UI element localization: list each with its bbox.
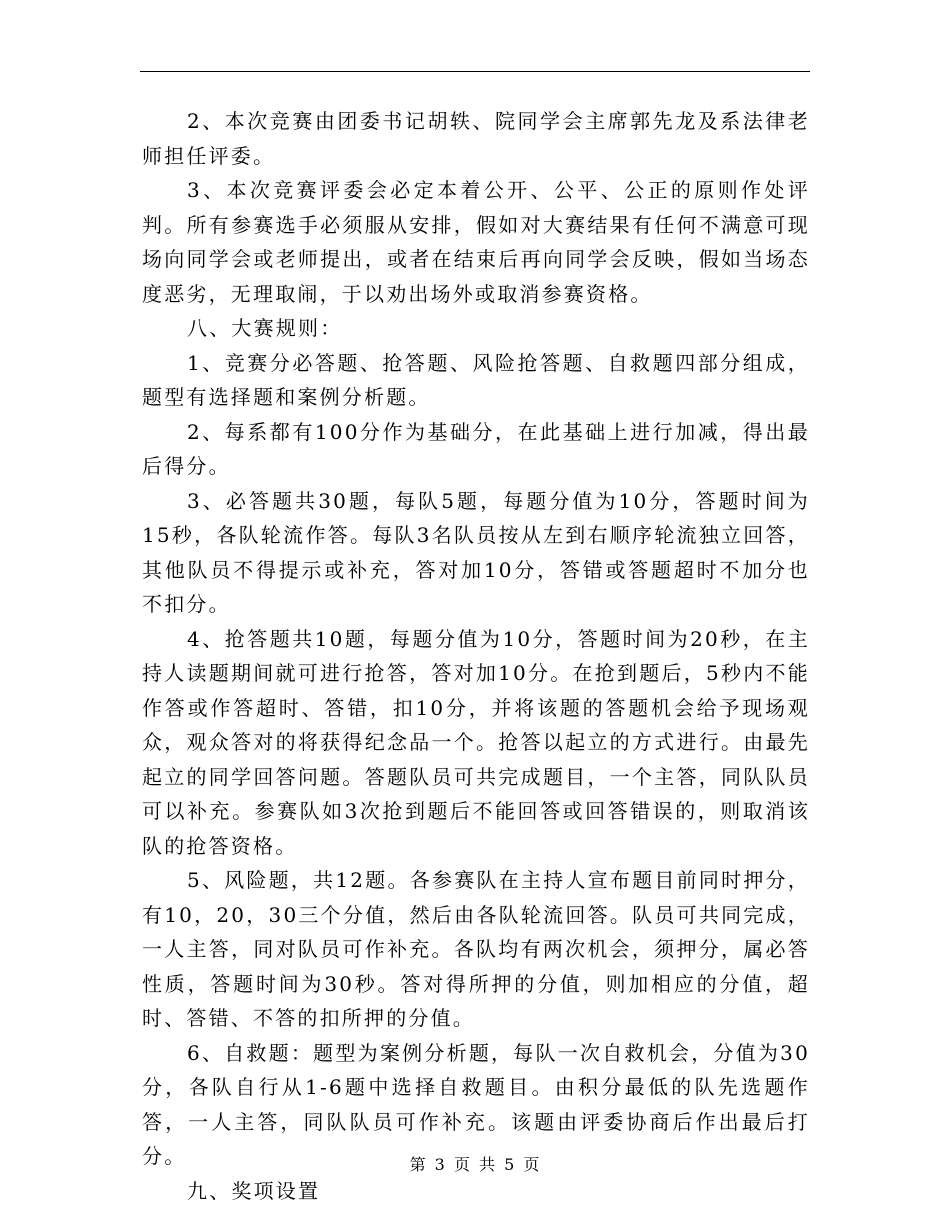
paragraph-judges: 2、本次竞赛由团委书记胡轶、院同学会主席郭先龙及系法律老师担任评委。 [142,109,810,168]
paragraph-rule-5: 5、风险题，共12题。各参赛队在主持人宣布题目前同时押分，有10，20，30三个分值，然后由各队轮流回答。队员可共同完成，一人主答，同对队员可作补充。各队均有两次机会，须押分，属必答性质，答题时间为30秒。答对得所押的分值，则加相应的分值，超时、答错、不答的扣所押的分值。 [142,868,810,1030]
paragraph-rule-4: 4、抢答题共10题，每题分值为10分，答题时间为20秒，在主持人读题期间就可进行抢答，答对加10分。在抢到题后，5秒内不能作答或作答超时、答错，扣10分，并将该题的答题机会给予现场观众，观众答对的将获得纪念品一个。抢答以起立的方式进行。由最先起立的同学回答问题。答题队员可共完成题目，一个主答，同队队员可以补充。参赛队如3次抢到题后不能回答或回答错误的，则取消该队的抢答资格。 [142,626,810,858]
section-heading-awards: 九、奖项设置 [187,1178,321,1203]
document-body [142,104,810,1208]
paragraph-rule-2: 2、每系都有100分作为基础分，在此基础上进行加减，得出最后得分。 [142,419,810,478]
header-rule [140,71,810,72]
paragraph-rule-6: 6、自救题：题型为案例分析题，每队一次自救机会，分值为30分，各队自行从1-6题中选择自救题目。由积分最低的队先选题作答，一人主答，同队队员可作补充。该题由评委协商后作出最后打分。 [142,1040,810,1168]
section-heading-rules: 八、大赛规则： [187,316,343,340]
paragraph-judging-principles: 3、本次竞赛评委会必定本着公开、公平、公正的原则作处评判。所有参赛选手必须服从安排，假如对大赛结果有任何不满意可现场向同学会或老师提出，或者在结束后再向同学会反映，假如当场态度恶劣，无理取闹，于以劝出场外或取消参赛资格。 [142,178,810,306]
paragraph-rule-3: 3、必答题共30题，每队5题，每题分值为10分，答题时间为15秒，各队轮流作答。每队3名队员按从左到右顺序轮流独立回答，其他队员不得提示或补充，答对加10分，答错或答题超时不加分也不扣分。 [142,488,810,616]
page-number-footer: 第 3 页 共 5 页 [409,1155,541,1174]
paragraph-rule-1: 1、竞赛分必答题、抢答题、风险抢答题、自救题四部分组成，题型有选择题和案例分析题。 [142,350,810,409]
